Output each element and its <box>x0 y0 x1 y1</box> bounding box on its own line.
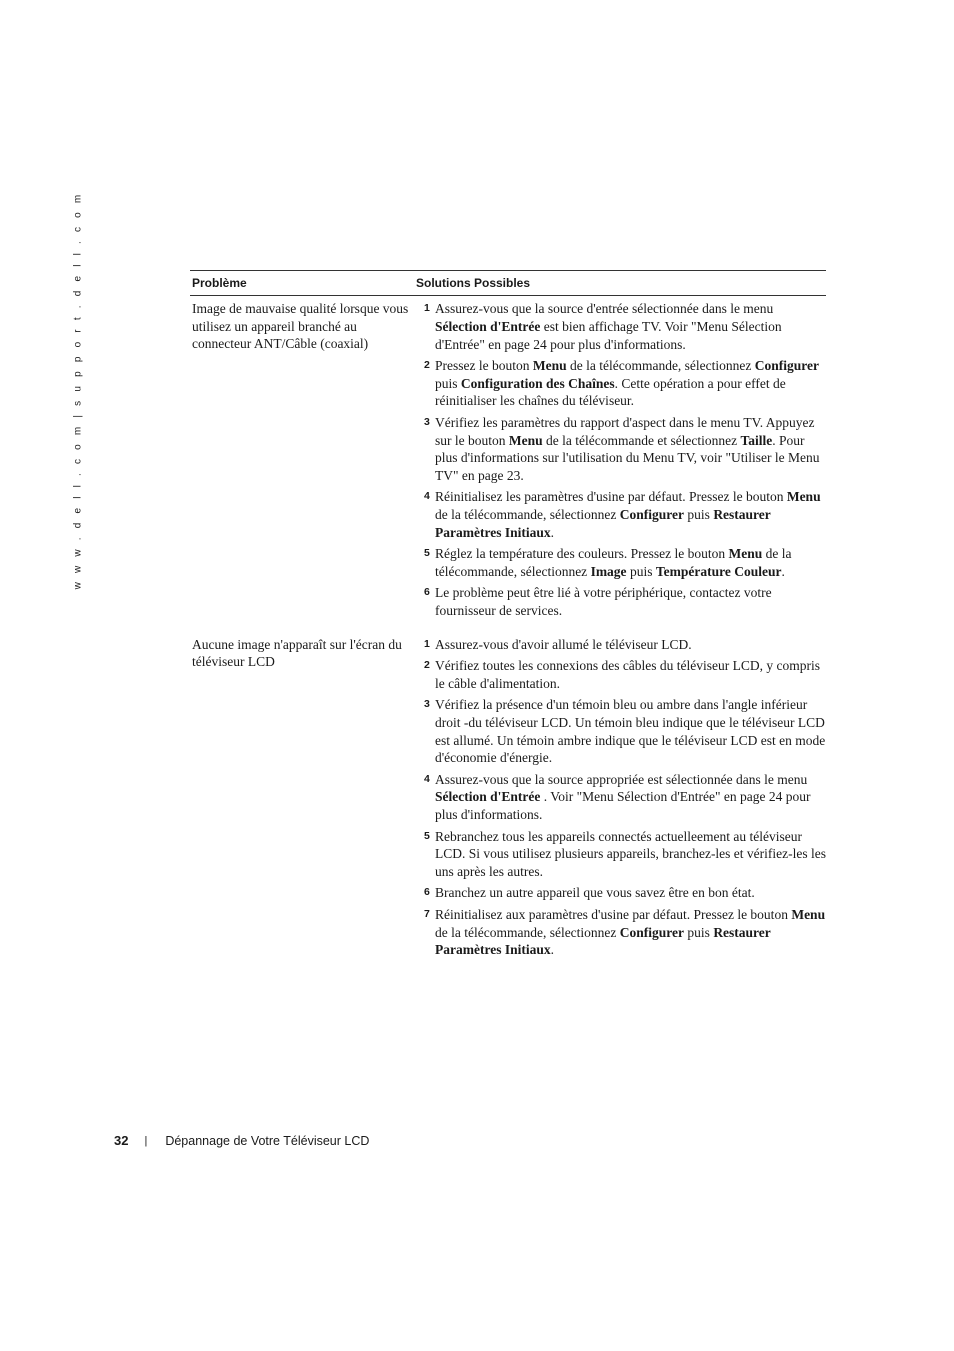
solution-text: Pressez le bouton <box>435 357 533 373</box>
solution-item <box>418 414 826 485</box>
solution-text: Réglez la température des couleurs. Pressez le bouton <box>435 546 729 562</box>
problem-cell: Image de mauvaise qualité lorsque vous utilisez un appareil branché au connecteur ANT/Câble (coaxial) <box>192 301 409 351</box>
solutions-cell <box>418 636 826 963</box>
solution-text: . Cette opération a pour effet de réinitialiser les chaînes du téléviseur. <box>435 375 786 409</box>
solution-keyword: Configuration des Chaînes <box>460 375 615 391</box>
solution-keyword: Menu <box>791 906 826 922</box>
solution-text: de la télécommande, sélectionnez <box>435 546 792 580</box>
side-url-text: w w w . d e l l . c o m | s u p p o r t . d e l l . c o m <box>72 191 84 589</box>
solution-number: 6 <box>424 886 430 899</box>
solution-keyword: Taille <box>740 432 773 448</box>
table-body <box>190 296 826 963</box>
problem-cell: Aucune image n'apparaît sur l'écran du téléviseur LCD <box>192 636 402 670</box>
solution-number: 5 <box>424 547 430 560</box>
table-row <box>190 296 826 624</box>
solution-number: 6 <box>424 586 430 599</box>
solution-number: 3 <box>424 415 430 428</box>
solution-text: Assurez-vous que la source d'entrée sélectionnée dans le menu <box>435 301 774 316</box>
solution-item <box>418 300 826 353</box>
solution-text: de la télécommande, sélectionnez <box>435 507 620 523</box>
solution-number: 4 <box>424 490 430 503</box>
solution-item <box>418 636 826 654</box>
table-header <box>190 271 826 295</box>
solution-text: de la télécommande, sélectionnez <box>566 357 755 373</box>
solution-text: Rebranchez tous les appareils connectés actuelleement au téléviseur LCD. Si vous utilisez plusieurs appareils, branchez-les et vérifiez-les les uns après les autres. <box>435 828 827 880</box>
solution-number: 1 <box>424 302 430 314</box>
solution-text: . Voir "Menu Sélection d'Entrée" en page 24 pour plus d'informations. <box>435 789 811 823</box>
solution-text: puis <box>684 507 714 523</box>
solution-item <box>418 906 826 959</box>
header-problem: Problème <box>192 276 247 290</box>
solution-number: 1 <box>424 637 430 650</box>
solution-keyword: Sélection d'Entrée <box>435 789 541 805</box>
solution-text: Vérifiez les paramètres du rapport d'aspect dans le menu TV. Appuyez sur le bouton <box>435 414 815 448</box>
solution-item <box>418 584 826 620</box>
solution-number: 2 <box>424 358 430 371</box>
solution-text: Réinitialisez aux paramètres d'usine par défaut. Pressez le bouton <box>435 906 792 922</box>
header-solutions: Solutions Possibles <box>416 276 531 290</box>
solution-item <box>418 828 826 881</box>
solution-number: 5 <box>424 829 430 842</box>
footer-separator: | <box>144 1134 148 1147</box>
solution-text: Réinitialisez les paramètres d'usine par défaut. Pressez le bouton <box>435 489 787 505</box>
solution-keyword: Température Couleur <box>655 564 782 580</box>
solution-item <box>418 884 826 902</box>
solution-keyword: Restaurer Paramètres Initiaux <box>435 924 771 958</box>
solution-item <box>418 696 826 767</box>
solution-item <box>418 357 826 410</box>
troubleshooting-table <box>190 270 826 971</box>
solution-keyword: Configurer <box>619 924 685 940</box>
solutions-cell <box>418 300 826 624</box>
solution-text: Vérifiez la présence d'un témoin bleu ou ambre dans l'angle inférieur droit -du téléviseur LCD. Un témoin bleu indique que le téléviseur LCD est allumé. Un témoin ambre indique que le téléviseur LCD est en mode d'économie d'énergie. <box>435 696 826 766</box>
solution-keyword: Sélection d'Entrée <box>435 318 541 334</box>
solution-item <box>418 545 826 581</box>
solution-text: . <box>550 942 554 958</box>
solution-item <box>418 771 826 824</box>
solution-keyword: Configurer <box>619 507 685 523</box>
solution-keyword: Menu <box>786 489 821 505</box>
solution-text: Branchez un autre appareil que vous savez être en bon état. <box>435 885 755 901</box>
solution-keyword: Configurer <box>754 357 820 373</box>
solution-text: Vérifiez toutes les connexions des câbles du téléviseur LCD, y compris le câble d'alimentation. <box>435 657 821 691</box>
solution-text: puis <box>435 375 461 391</box>
solution-number: 7 <box>424 907 430 920</box>
solution-keyword: Menu <box>728 546 763 562</box>
solution-text: Assurez-vous que la source appropriée est sélectionnée dans le menu <box>435 771 808 787</box>
solution-text: . Pour plus d'informations sur l'utilisation du Menu TV, voir "Utiliser le Menu TV" en page 23. <box>435 432 820 484</box>
solution-number: 4 <box>424 772 430 785</box>
solution-keyword: Restaurer Paramètres Initiaux <box>435 507 771 541</box>
page-number: 32 <box>114 1133 129 1148</box>
solution-number: 2 <box>424 658 430 671</box>
solution-text: Le problème peut être lié à votre périphérique, contactez votre fournisseur de services. <box>435 585 772 619</box>
side-url-banner <box>58 191 98 589</box>
solution-text: . <box>550 525 554 541</box>
footer-title: Dépannage de Votre Téléviseur LCD <box>165 1133 370 1148</box>
solution-text: puis <box>626 564 656 580</box>
page-footer <box>114 1133 369 1148</box>
solution-keyword: Menu <box>532 357 567 373</box>
table-row <box>190 632 826 963</box>
solution-text: de la télécommande, sélectionnez <box>435 924 620 940</box>
solution-text: . <box>781 564 785 580</box>
solution-text: Assurez-vous d'avoir allumé le téléviseur LCD. <box>435 636 692 652</box>
solution-keyword: Image <box>590 564 627 580</box>
solution-text: puis <box>684 924 714 940</box>
solution-text: est bien affichage TV. Voir "Menu Sélection d'Entrée" en page 24 pour plus d'informations. <box>435 318 782 352</box>
solution-item <box>418 657 826 693</box>
solution-text: de la télécommande et sélectionnez <box>542 432 741 448</box>
solution-item <box>418 488 826 541</box>
solution-keyword: Menu <box>508 432 543 448</box>
solution-number: 3 <box>424 697 430 710</box>
